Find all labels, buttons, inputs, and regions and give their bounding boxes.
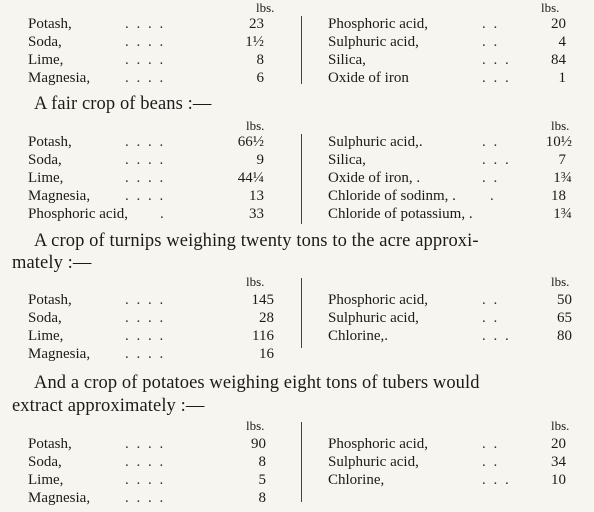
unit-label-right: lbs. [541, 0, 560, 15]
left-name: Magnesia, [28, 188, 91, 204]
right-name: Phosphoric acid, [328, 292, 428, 308]
left-dots: . . . . [125, 454, 166, 470]
left-name: Lime, [28, 472, 64, 488]
left-value: 8 [258, 490, 266, 506]
right-name: Silica, [328, 152, 366, 168]
unit-label-right: lbs. [551, 418, 570, 433]
right-dots: . . [482, 16, 500, 32]
right-name: Chloride of sodinm, . [328, 188, 456, 204]
left-dots: . . . . [125, 52, 166, 68]
right-name: Sulphuric acid, [328, 310, 419, 326]
left-value: 44¼ [237, 170, 264, 186]
left-value: 28 [259, 310, 274, 326]
left-value: 116 [252, 328, 274, 344]
unit-label-right: lbs. [551, 274, 570, 289]
left-value: 16 [259, 346, 274, 362]
section-heading-continued: extract approximately :— [12, 396, 205, 416]
right-name: Silica, [328, 52, 366, 68]
column-divider [301, 134, 302, 224]
right-dots: . [490, 188, 496, 204]
left-dots: . . . . [125, 34, 166, 50]
right-dots: . . [482, 170, 500, 186]
right-dots: . . [482, 292, 500, 308]
column-divider [301, 16, 302, 84]
right-dots: . . . [482, 70, 511, 86]
left-value: 33 [249, 206, 264, 222]
right-value: 34 [551, 454, 566, 470]
right-name: Chlorine, [328, 472, 385, 488]
unit-label-left: lbs. [246, 418, 265, 433]
section-heading: A fair crop of beans :— [34, 94, 212, 114]
left-value: 23 [249, 16, 264, 32]
left-value: 6 [256, 70, 264, 86]
left-dots: . [160, 206, 166, 222]
right-dots: . . . [482, 152, 511, 168]
column-divider [301, 278, 302, 348]
right-value: 20 [551, 16, 566, 32]
right-name: Oxide of iron, . [328, 170, 421, 186]
left-name: Potash, [28, 16, 72, 32]
right-dots: . . . [482, 52, 511, 68]
section-heading: A crop of turnips weighing twenty tons to the acre approxi- [34, 231, 479, 251]
right-dots: . . [482, 454, 500, 470]
left-dots: . . . . [125, 310, 166, 326]
left-dots: . . . . [125, 436, 166, 452]
unit-label-right: lbs. [551, 118, 570, 133]
left-name: Soda, [28, 152, 62, 168]
right-value: 1¾ [553, 206, 572, 222]
left-dots: . . . . [125, 292, 166, 308]
unit-label-left: lbs. [256, 0, 275, 15]
left-value: 1½ [245, 34, 264, 50]
left-name: Soda, [28, 454, 62, 470]
right-dots: . . [482, 310, 500, 326]
right-value: 4 [558, 34, 566, 50]
right-name: Phosphoric acid, [328, 436, 428, 452]
left-dots: . . . . [125, 152, 166, 168]
right-value: 50 [557, 292, 572, 308]
right-value: 80 [557, 328, 572, 344]
left-name: Magnesia, [28, 490, 91, 506]
left-dots: . . . . [125, 490, 166, 506]
left-dots: . . . . [125, 170, 166, 186]
right-dots: . . [482, 436, 500, 452]
left-dots: . . . . [125, 346, 166, 362]
left-dots: . . . . [125, 188, 166, 204]
unit-label-left: lbs. [246, 118, 265, 133]
right-dots: . . . [482, 328, 511, 344]
right-name: Phosphoric acid, [328, 16, 428, 32]
right-name: Chloride of potassium, . [328, 206, 473, 222]
left-name: Lime, [28, 170, 64, 186]
left-name: Potash, [28, 292, 72, 308]
right-name: Sulphuric acid, [328, 454, 419, 470]
left-value: 90 [251, 436, 266, 452]
left-name: Magnesia, [28, 346, 91, 362]
left-dots: . . . . [125, 70, 166, 86]
left-value: 66½ [237, 134, 264, 150]
section-heading-continued: mately :— [12, 253, 92, 273]
left-name: Soda, [28, 310, 62, 326]
right-value: 10½ [545, 134, 572, 150]
left-dots: . . . . [125, 328, 166, 344]
left-value: 5 [258, 472, 266, 488]
left-dots: . . . . [125, 16, 166, 32]
right-name: Sulphuric acid,. [328, 134, 423, 150]
right-name: Chlorine,. [328, 328, 388, 344]
right-dots: . . [482, 134, 500, 150]
unit-label-left: lbs. [246, 274, 265, 289]
right-name: Oxide of iron [328, 70, 409, 86]
left-name: Lime, [28, 52, 64, 68]
right-name: Sulphuric acid, [328, 34, 419, 50]
left-name: Magnesia, [28, 70, 91, 86]
section-heading: And a crop of potatoes weighing eight tons of tubers would [34, 373, 480, 393]
right-value: 1 [558, 70, 566, 86]
right-value: 10 [551, 472, 566, 488]
right-dots: . . [482, 34, 500, 50]
left-dots: . . . . [125, 472, 166, 488]
left-value: 145 [251, 292, 274, 308]
right-value: 20 [551, 436, 566, 452]
right-dots: . . . [482, 472, 511, 488]
left-name: Soda, [28, 34, 62, 50]
right-value: 18 [551, 188, 566, 204]
left-name: Potash, [28, 134, 72, 150]
right-value: 7 [558, 152, 566, 168]
left-name: Potash, [28, 436, 72, 452]
right-value: 1¾ [553, 170, 572, 186]
left-value: 8 [258, 454, 266, 470]
left-value: 8 [256, 52, 264, 68]
right-value: 84 [551, 52, 566, 68]
left-dots: . . . . [125, 134, 166, 150]
left-name: Phosphoric acid, [28, 206, 128, 222]
left-value: 13 [249, 188, 264, 204]
left-value: 9 [256, 152, 264, 168]
right-value: 65 [557, 310, 572, 326]
column-divider [301, 422, 302, 502]
left-name: Lime, [28, 328, 64, 344]
